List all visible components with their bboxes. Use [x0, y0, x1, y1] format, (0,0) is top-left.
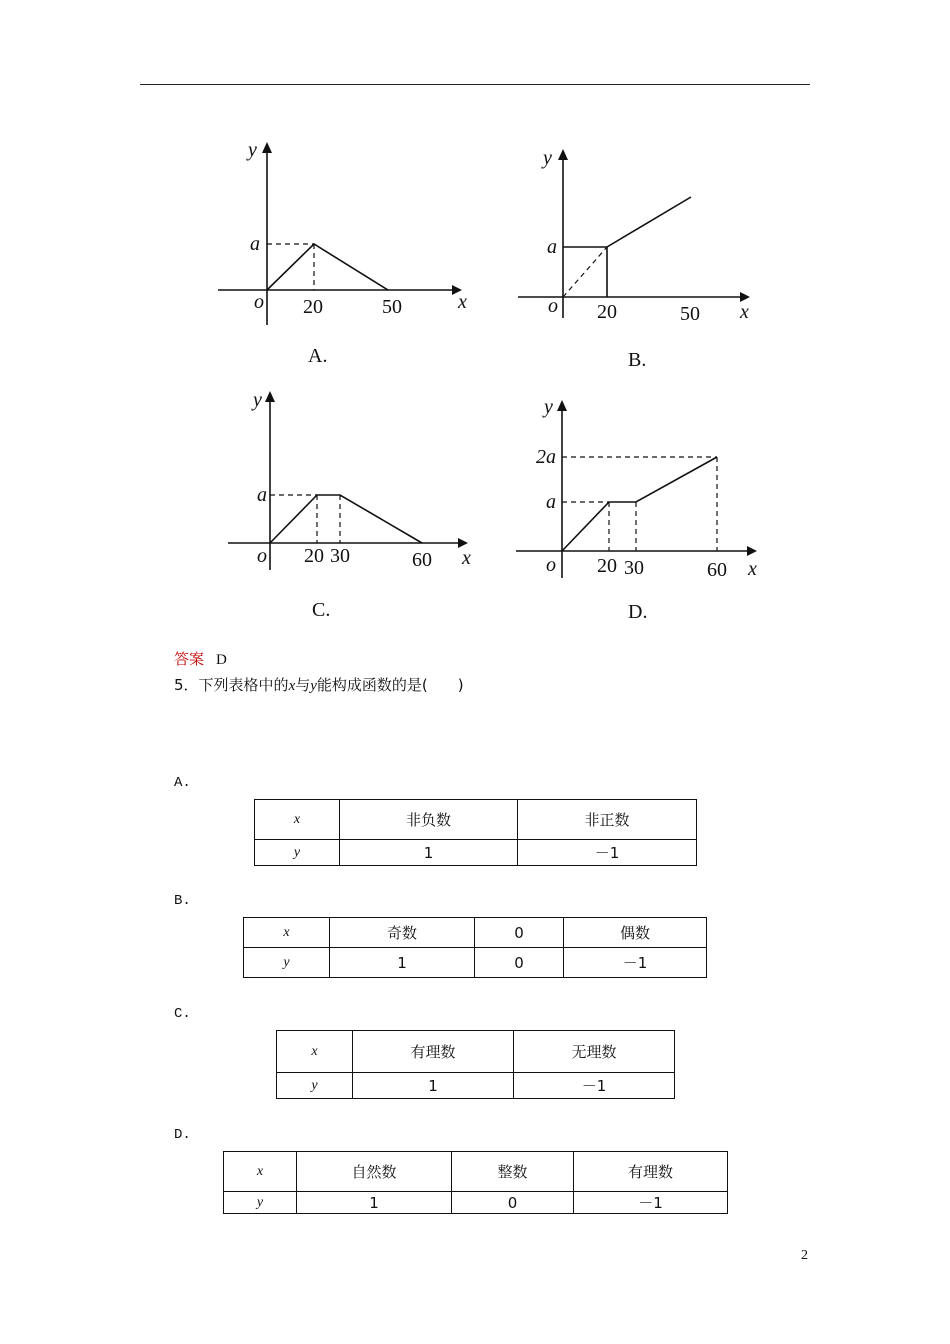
table-cell: y	[255, 840, 340, 866]
table-row	[244, 918, 707, 948]
tick-50: 50	[680, 303, 700, 325]
a-label: a	[546, 491, 556, 513]
table-cell: 整数	[452, 1152, 574, 1192]
table-cell: 1	[330, 948, 475, 978]
tick-30: 30	[624, 557, 644, 579]
header-rule	[140, 84, 810, 85]
tick-60: 60	[707, 559, 727, 581]
answer-value: D	[216, 652, 227, 668]
table-row	[277, 1073, 675, 1099]
table-cell: －1	[518, 840, 697, 866]
x-label: x	[462, 547, 471, 569]
graph-d	[510, 390, 790, 630]
option-a-table	[254, 799, 697, 866]
a-label: a	[250, 233, 260, 255]
graph-c	[220, 380, 500, 630]
table-cell: y	[244, 948, 330, 978]
graph-a	[210, 130, 490, 370]
graph-line	[607, 197, 691, 247]
tick-20: 20	[597, 301, 617, 323]
table-cell: 1	[297, 1192, 452, 1214]
table-cell: x	[277, 1031, 353, 1073]
table-cell: 有理数	[353, 1031, 514, 1073]
question-text-3: 能构成函数的是( )	[316, 676, 464, 694]
origin-label: o	[546, 554, 556, 576]
table-cell: 有理数	[574, 1152, 728, 1192]
tick-20: 20	[304, 545, 324, 567]
option-c-label: C.	[174, 1006, 191, 1022]
table-row	[244, 948, 707, 978]
origin-label: o	[254, 291, 264, 313]
table-cell: 无理数	[514, 1031, 675, 1073]
table-cell: x	[244, 918, 330, 948]
origin-label: o	[548, 295, 558, 317]
y-arrow-icon	[262, 142, 272, 153]
y-arrow-icon	[265, 391, 275, 402]
graph-b	[510, 140, 790, 380]
table-row	[277, 1031, 675, 1073]
table-row	[255, 800, 697, 840]
graph-line	[267, 244, 388, 290]
option-b-label: B.	[174, 893, 191, 909]
table-row	[255, 840, 697, 866]
graph-line	[270, 495, 422, 543]
option-d-table	[223, 1151, 728, 1214]
table-cell: 非负数	[340, 800, 518, 840]
graph-caption: B.	[628, 349, 647, 371]
question-text-1: 下列表格中的	[198, 676, 289, 694]
graph-caption: C.	[312, 599, 331, 621]
graph-caption: A.	[308, 345, 328, 367]
y-arrow-icon	[557, 400, 567, 411]
2a-label: 2a	[536, 446, 556, 468]
question-number: 5．	[174, 676, 199, 694]
answer-line	[174, 648, 227, 669]
graph-line	[562, 457, 717, 551]
tick-50: 50	[382, 296, 402, 318]
question-line	[174, 674, 464, 695]
option-b-table	[243, 917, 707, 978]
tick-60: 60	[412, 549, 432, 571]
question-text-2: 与	[295, 676, 311, 694]
table-cell: 0	[475, 948, 564, 978]
x-label: x	[748, 558, 757, 580]
table-cell: 奇数	[330, 918, 475, 948]
table-cell: －1	[564, 948, 707, 978]
table-cell: 1	[340, 840, 518, 866]
a-label: a	[547, 236, 557, 258]
x-label: x	[458, 291, 467, 313]
a-label: a	[257, 484, 267, 506]
tick-20: 20	[303, 296, 323, 318]
origin-label: o	[257, 545, 267, 567]
y-label: y	[543, 147, 552, 169]
table-cell: 偶数	[564, 918, 707, 948]
table-cell: 0	[475, 918, 564, 948]
table-cell: 0	[452, 1192, 574, 1214]
option-d-label: D.	[174, 1127, 191, 1143]
table-cell: 1	[353, 1073, 514, 1099]
page-number: 2	[801, 1248, 808, 1263]
tick-30: 30	[330, 545, 350, 567]
table-cell: x	[224, 1152, 297, 1192]
table-row	[224, 1192, 728, 1214]
var-x: x	[288, 678, 296, 694]
table-row	[224, 1152, 728, 1192]
x-arrow-icon	[747, 546, 757, 556]
y-label: y	[253, 389, 262, 411]
option-a-label: A.	[174, 775, 191, 791]
table-cell: x	[255, 800, 340, 840]
tick-20: 20	[597, 555, 617, 577]
y-arrow-icon	[558, 149, 568, 160]
graph-caption: D.	[628, 601, 648, 623]
table-cell: y	[224, 1192, 297, 1214]
x-label: x	[740, 301, 749, 323]
table-cell: －1	[514, 1073, 675, 1099]
table-cell: y	[277, 1073, 353, 1099]
table-cell: 非正数	[518, 800, 697, 840]
table-cell: 自然数	[297, 1152, 452, 1192]
dash-diagonal	[563, 247, 607, 297]
option-c-table	[276, 1030, 675, 1099]
y-label: y	[248, 139, 257, 161]
var-y: y	[310, 678, 317, 694]
y-label: y	[544, 396, 553, 418]
answer-label: 答案	[174, 650, 205, 668]
table-cell: －1	[574, 1192, 728, 1214]
